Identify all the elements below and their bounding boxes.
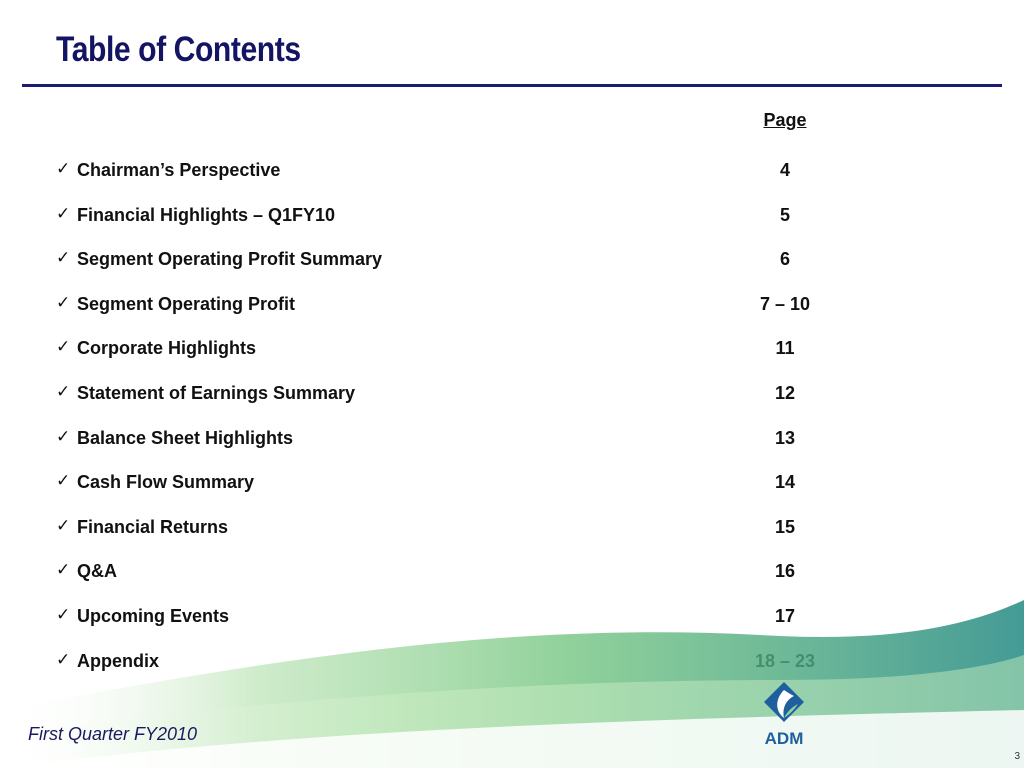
toc-item-label: Corporate Highlights [77,338,256,359]
slide-number: 3 [1014,751,1020,762]
toc-item-label: Upcoming Events [77,605,230,626]
checkmark-icon: ✓ [56,203,71,224]
checkmark-icon: ✓ [56,515,71,536]
toc-item-label: Financial Highlights – Q1FY10 [77,204,336,225]
toc-item-page: 4 [779,160,790,180]
adm-logo [752,680,816,748]
toc-item [0,418,1024,463]
toc-item [0,462,1024,507]
page-column-header: Page [763,110,807,130]
toc-item-page: 13 [774,427,796,448]
toc-item-page: 17 [774,605,796,626]
toc-item-label: Cash Flow Summary [77,472,255,493]
toc-item-label: Segment Operating Profit [77,293,296,314]
toc-item-label: Q&A [77,561,117,582]
toc-item-page: 16 [774,561,796,582]
toc-item-page: 6 [779,249,790,270]
toc-item-page: 12 [774,382,796,403]
toc-item-label: Segment Operating Profit Summary [77,249,383,270]
toc-item [0,150,1024,195]
toc-item [0,239,1024,284]
checkmark-icon: ✓ [56,560,71,581]
footer-caption: First Quarter FY2010 [28,724,198,744]
toc-item-page: 15 [774,516,796,537]
toc-item-label: Appendix [77,650,160,671]
toc-item-page: 14 [774,472,796,493]
checkmark-icon: ✓ [56,471,71,492]
checkmark-icon: ✓ [56,604,71,625]
toc-item [0,373,1024,418]
toc-item [0,328,1024,373]
toc-item [0,507,1024,552]
checkmark-icon: ✓ [56,292,71,313]
title-divider [22,84,1002,87]
toc-item-label: Chairman’s Perspective [77,160,281,180]
toc-item [0,195,1024,240]
checkmark-icon: ✓ [56,426,71,447]
logo-wordmark: ADM [764,729,804,748]
toc-item-label: Financial Returns [77,516,229,537]
checkmark-icon: ✓ [56,381,71,402]
checkmark-icon: ✓ [56,337,71,358]
page-title: Table of Contents [56,30,301,69]
checkmark-icon: ✓ [56,248,71,269]
checkmark-icon: ✓ [56,649,71,670]
toc-item-label: Balance Sheet Highlights [77,427,294,448]
toc-item-label: Statement of Earnings Summary [77,382,356,403]
checkmark-icon: ✓ [56,159,71,179]
toc-item [0,284,1024,329]
toc-item-page: 5 [779,204,790,225]
toc-item-page: 7 – 10 [759,293,811,314]
toc-item-page: 11 [775,338,795,359]
